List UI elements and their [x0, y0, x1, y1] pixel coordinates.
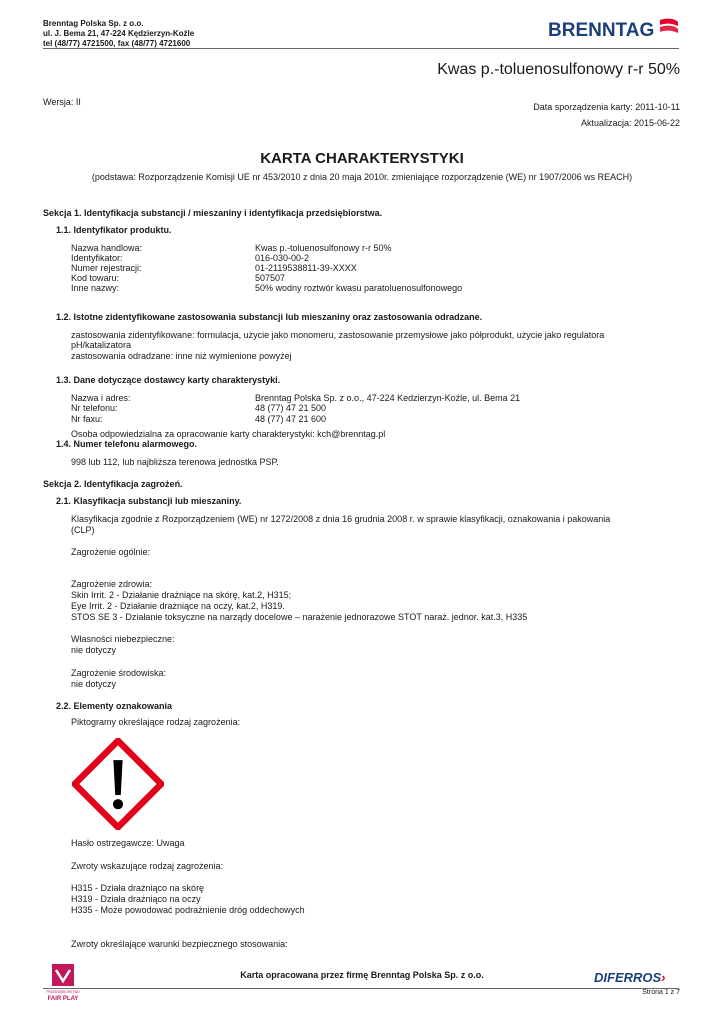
kv-key: Nr faxu: — [71, 414, 103, 424]
p-statements-title: Zwroty określające warunki bezpiecznego stosowania: — [71, 939, 288, 949]
hazard-general: Zagrożenie ogólnie: — [71, 547, 151, 557]
pictograms-label: Piktogramy określające rodzaj zagrożenia: — [71, 717, 241, 727]
svg-text:FAIR PLAY: FAIR PLAY — [47, 996, 79, 1002]
responsible-person: Osoba odpowiedzialna za opracowanie karty charakterystyki: kch@brenntag.pl — [71, 429, 386, 439]
kv-value: Brenntag Polska Sp. z o.o., 47-224 Kedzierzyn-Koźle, ul. Bema 21 — [255, 393, 521, 403]
kv-value: 50% wodny roztwór kwasu paratoluenosulfonowego — [255, 283, 463, 293]
physical-hazard-value: nie dotyczy — [71, 645, 117, 655]
section1-title: Sekcja 1. Identyfikacja substancji / mieszaniny i identyfikacja przedsiębiorstwa. — [43, 208, 383, 218]
section14-title: 1.4. Numer telefonu alarmowego. — [56, 439, 198, 449]
kv-row — [71, 393, 671, 403]
product-identifier-table — [71, 243, 671, 293]
section2-title: Sekcja 2. Identyfikacja zagrożeń. — [43, 479, 183, 489]
health-hazard-line: Eye Irrit. 2 - Działanie drażniące na oczy, kat.2, H319. — [71, 601, 285, 611]
svg-text:PRZEDSIĘBIORSTWO: PRZEDSIĘBIORSTWO — [46, 990, 80, 994]
chevron-right-icon: › — [661, 970, 666, 985]
company-address: ul. J. Bema 21, 47-224 Kędzierzyn-Koźle — [43, 29, 195, 38]
kv-row — [71, 263, 671, 273]
kv-value: 016-030-00-2 — [255, 253, 310, 263]
footer-text: Karta opracowana przez firmę Brenntag Polska Sp. z o.o. — [240, 970, 484, 980]
kv-value: 48 (77) 47 21 600 — [255, 414, 327, 424]
diferros-text: DIFERROS — [594, 970, 662, 985]
uses-identified: zastosowania zidentyfikowane: formulacja, użycie jako monomeru, zastosowanie przemysłowe jako półprodukt, użycie jako regulatora — [71, 330, 605, 340]
footer-divider — [43, 988, 679, 989]
uses-identified-cont: pH/katalizatora — [71, 340, 132, 350]
kv-row — [71, 253, 671, 263]
emergency-number: 998 lub 112, lub najbliższa terenowa jednostka PSP. — [71, 457, 279, 467]
section12-title: 1.2. Istotne zidentyfikowane zastosowania substancji lub mieszaniny oraz zastosowania odradzane. — [56, 312, 483, 322]
signal-word: Hasło ostrzegawcze: Uwaga — [71, 838, 185, 848]
kv-value: 48 (77) 47 21 500 — [255, 403, 327, 413]
health-hazard-line: STOS SE 3 - Działanie toksyczne na narządy docelowe – narażenie jednorazowe STOT naraż. jednor. kat.3, H335 — [71, 612, 528, 622]
exclamation-mark-icon — [72, 738, 164, 830]
section13-title: 1.3. Dane dotyczące dostawcy karty charakterystyki. — [56, 375, 281, 385]
kv-row — [71, 283, 671, 293]
classification-text: Klasyfikacja zgodnie z Rozporządzeniem (WE) nr 1272/2008 z dnia 16 grudnia 2008 r. w sprawie klasyfikacji, oznakowania i pakowania — [71, 514, 611, 524]
kv-key: Kod towaru: — [71, 273, 120, 283]
env-hazard-value: nie dotyczy — [71, 679, 117, 689]
kv-row — [71, 273, 671, 283]
kv-row — [71, 243, 671, 253]
kv-row — [71, 403, 671, 414]
h-statements-title: Zwroty wskazujące rodzaj zagrożenia: — [71, 861, 224, 871]
kv-key: Nazwa i adres: — [71, 393, 131, 403]
page-number: Strona 1 z 7 — [642, 989, 680, 996]
health-hazard-title: Zagrożenie zdrowia: — [71, 579, 153, 589]
uses-advised-against: zastosowania odradzane: inne niż wymienione powyżej — [71, 351, 292, 361]
company-name: Brenntag Polska Sp. z o.o. — [43, 19, 144, 28]
section22-title: 2.2. Elementy oznakowania — [56, 701, 173, 711]
company-phone: tel (48/77) 4721500, fax (48/77) 4721600 — [43, 39, 191, 48]
supplier-table — [71, 393, 671, 425]
h-statement: H315 - Działa drażniąco na skórę — [71, 883, 205, 893]
kv-value: Kwas p.-toluenosulfonowy r-r 50% — [255, 243, 392, 253]
health-hazard-line: Skin Irrit. 2 - Działanie drażniące na skórę, kat.2, H315; — [71, 590, 292, 600]
kv-key: Identyfikator: — [71, 253, 123, 263]
physical-hazard-title: Własności niebezpieczne: — [71, 634, 175, 644]
version-label: Wersja: II — [43, 97, 81, 107]
section21-title: 2.1. Klasyfikacja substancji lub mieszaniny. — [56, 496, 242, 506]
kv-key: Numer rejestracji: — [71, 263, 142, 273]
kv-key: Inne nazwy: — [71, 283, 120, 293]
header-divider — [43, 48, 679, 49]
brenntag-logo — [548, 14, 678, 44]
section11-title: 1.1. Identyfikator produktu. — [56, 225, 172, 235]
classification-text-cont: (CLP) — [71, 525, 95, 535]
env-hazard-title: Zagrożenie środowiska: — [71, 668, 167, 678]
kv-key: Nr telefonu: — [71, 403, 118, 413]
kv-value: 507507 — [255, 273, 286, 283]
h-statement: H319 - Działa drażniąco na oczy — [71, 894, 201, 904]
diferros-logo — [594, 970, 666, 985]
svg-text:BRENNTAG: BRENNTAG — [548, 20, 655, 41]
company-info — [43, 19, 194, 49]
kv-row — [71, 414, 671, 425]
date-created: Data sporządzenia karty: 2011-10-11 — [533, 102, 680, 112]
document-title: Kwas p.-toluenosulfonowy r-r 50% — [437, 61, 680, 78]
main-title: KARTA CHARAKTERYSTYKI — [260, 150, 464, 167]
legal-basis: (podstawa: Rozporządzenie Komisji UE nr 453/2010 z dnia 20 maja 2010r. zmieniające rozporządzenie (WE) nr 1907/2006 ws REACH) — [91, 172, 633, 182]
kv-value: 01-2119538811-39-XXXX — [255, 263, 357, 273]
kv-key: Nazwa handlowa: — [71, 243, 143, 253]
date-updated: Aktualizacja: 2015-06-22 — [580, 118, 680, 128]
h-statement: H335 - Może powodować podrażnienie dróg oddechowych — [71, 905, 305, 915]
document-dates — [533, 99, 680, 131]
